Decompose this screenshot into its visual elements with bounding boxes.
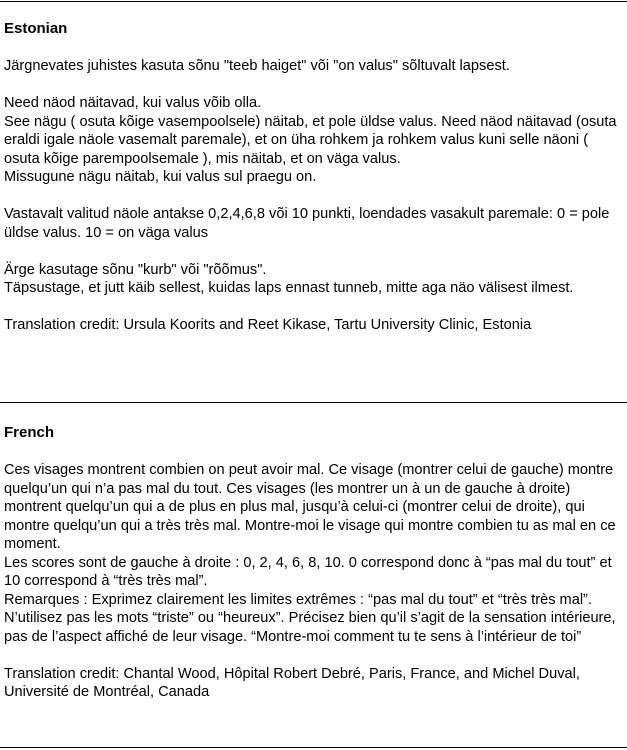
estonian-heading: Estonian [4,20,68,37]
estonian-instruction-1: Need näod näitavad, kui valus võib olla. [4,95,262,111]
estonian-note-2: Täpsustage, et jutt käib sellest, kuidas laps ennast tunneb, mitte aga näo välisest ilmest. [4,280,574,296]
estonian-section [4,20,622,335]
french-credit: Translation credit: Chantal Wood, Hôpital Robert Debré, Paris, France, and Michel Duval, Université de Montréal, Canada [4,665,580,700]
french-scoring: Les scores sont de gauche à droite : 0, 2, 4, 6, 8, 10. 0 correspond donc à “pas mal du tout” et 10 correspond à “très très mal”. [4,554,612,589]
french-instructions: Ces visages montrent combien on peut avoir mal. Ce visage (montrer celui de gauche) montre quelqu’un qui n’a pas mal du tout. Ces visages (les montrer un à un de gauche à droite) montrent quelqu’un qui a de plus en plus mal, jusqu’à celui-ci (montrer celui de droite), qui montre quelqu’un qui a très très mal. Montre-moi le visage qui montre combien tu as mal en ce moment. [4,462,616,552]
estonian-instruction-2: See nägu ( osuta kõige vasempoolsele) näitab, et pole üldse valus. Need näod näitavad (osuta eraldi igale näole vasemalt paremale), et on üha rohkem ja rohkem valus kuni selle näoni ( osuta kõige parempoolsemale ), mis näitab, et on väga valus. [4,113,617,167]
top-divider [0,1,627,2]
bottom-divider [0,747,627,748]
french-remarks: Remarques : Exprimez clairement les limites extrêmes : “pas mal du tout” et “très très mal”. N’utilisez pas les mots “triste” ou “heureux”. Précisez bien qu’il s’agit de la sensation intérieure, pas de l’aspect affiché de leur visage. “Montre-moi comment tu te sens à l’intérieur de toi” [4,591,616,645]
estonian-credit: Translation credit: Ursula Koorits and Reet Kikase, Tartu University Clinic, Estonia [4,317,532,333]
estonian-intro: Järgnevates juhistes kasuta sõnu "teeb haiget" või "on valus" sõltuvalt lapsest. [4,58,510,74]
estonian-instruction-3: Missugune nägu näitab, kui valus sul praegu on. [4,169,317,185]
section-divider [0,402,627,403]
french-heading: French [4,424,55,441]
french-section [4,424,622,702]
estonian-scoring: Vastavalt valitud näole antakse 0,2,4,6,8 või 10 punkti, loendades vasakult paremale: 0 = pole üldse valus. 10 = on väga valus [4,206,610,241]
estonian-note-1: Ärge kasutage sõnu "kurb" või "rõõmus". [4,261,267,278]
